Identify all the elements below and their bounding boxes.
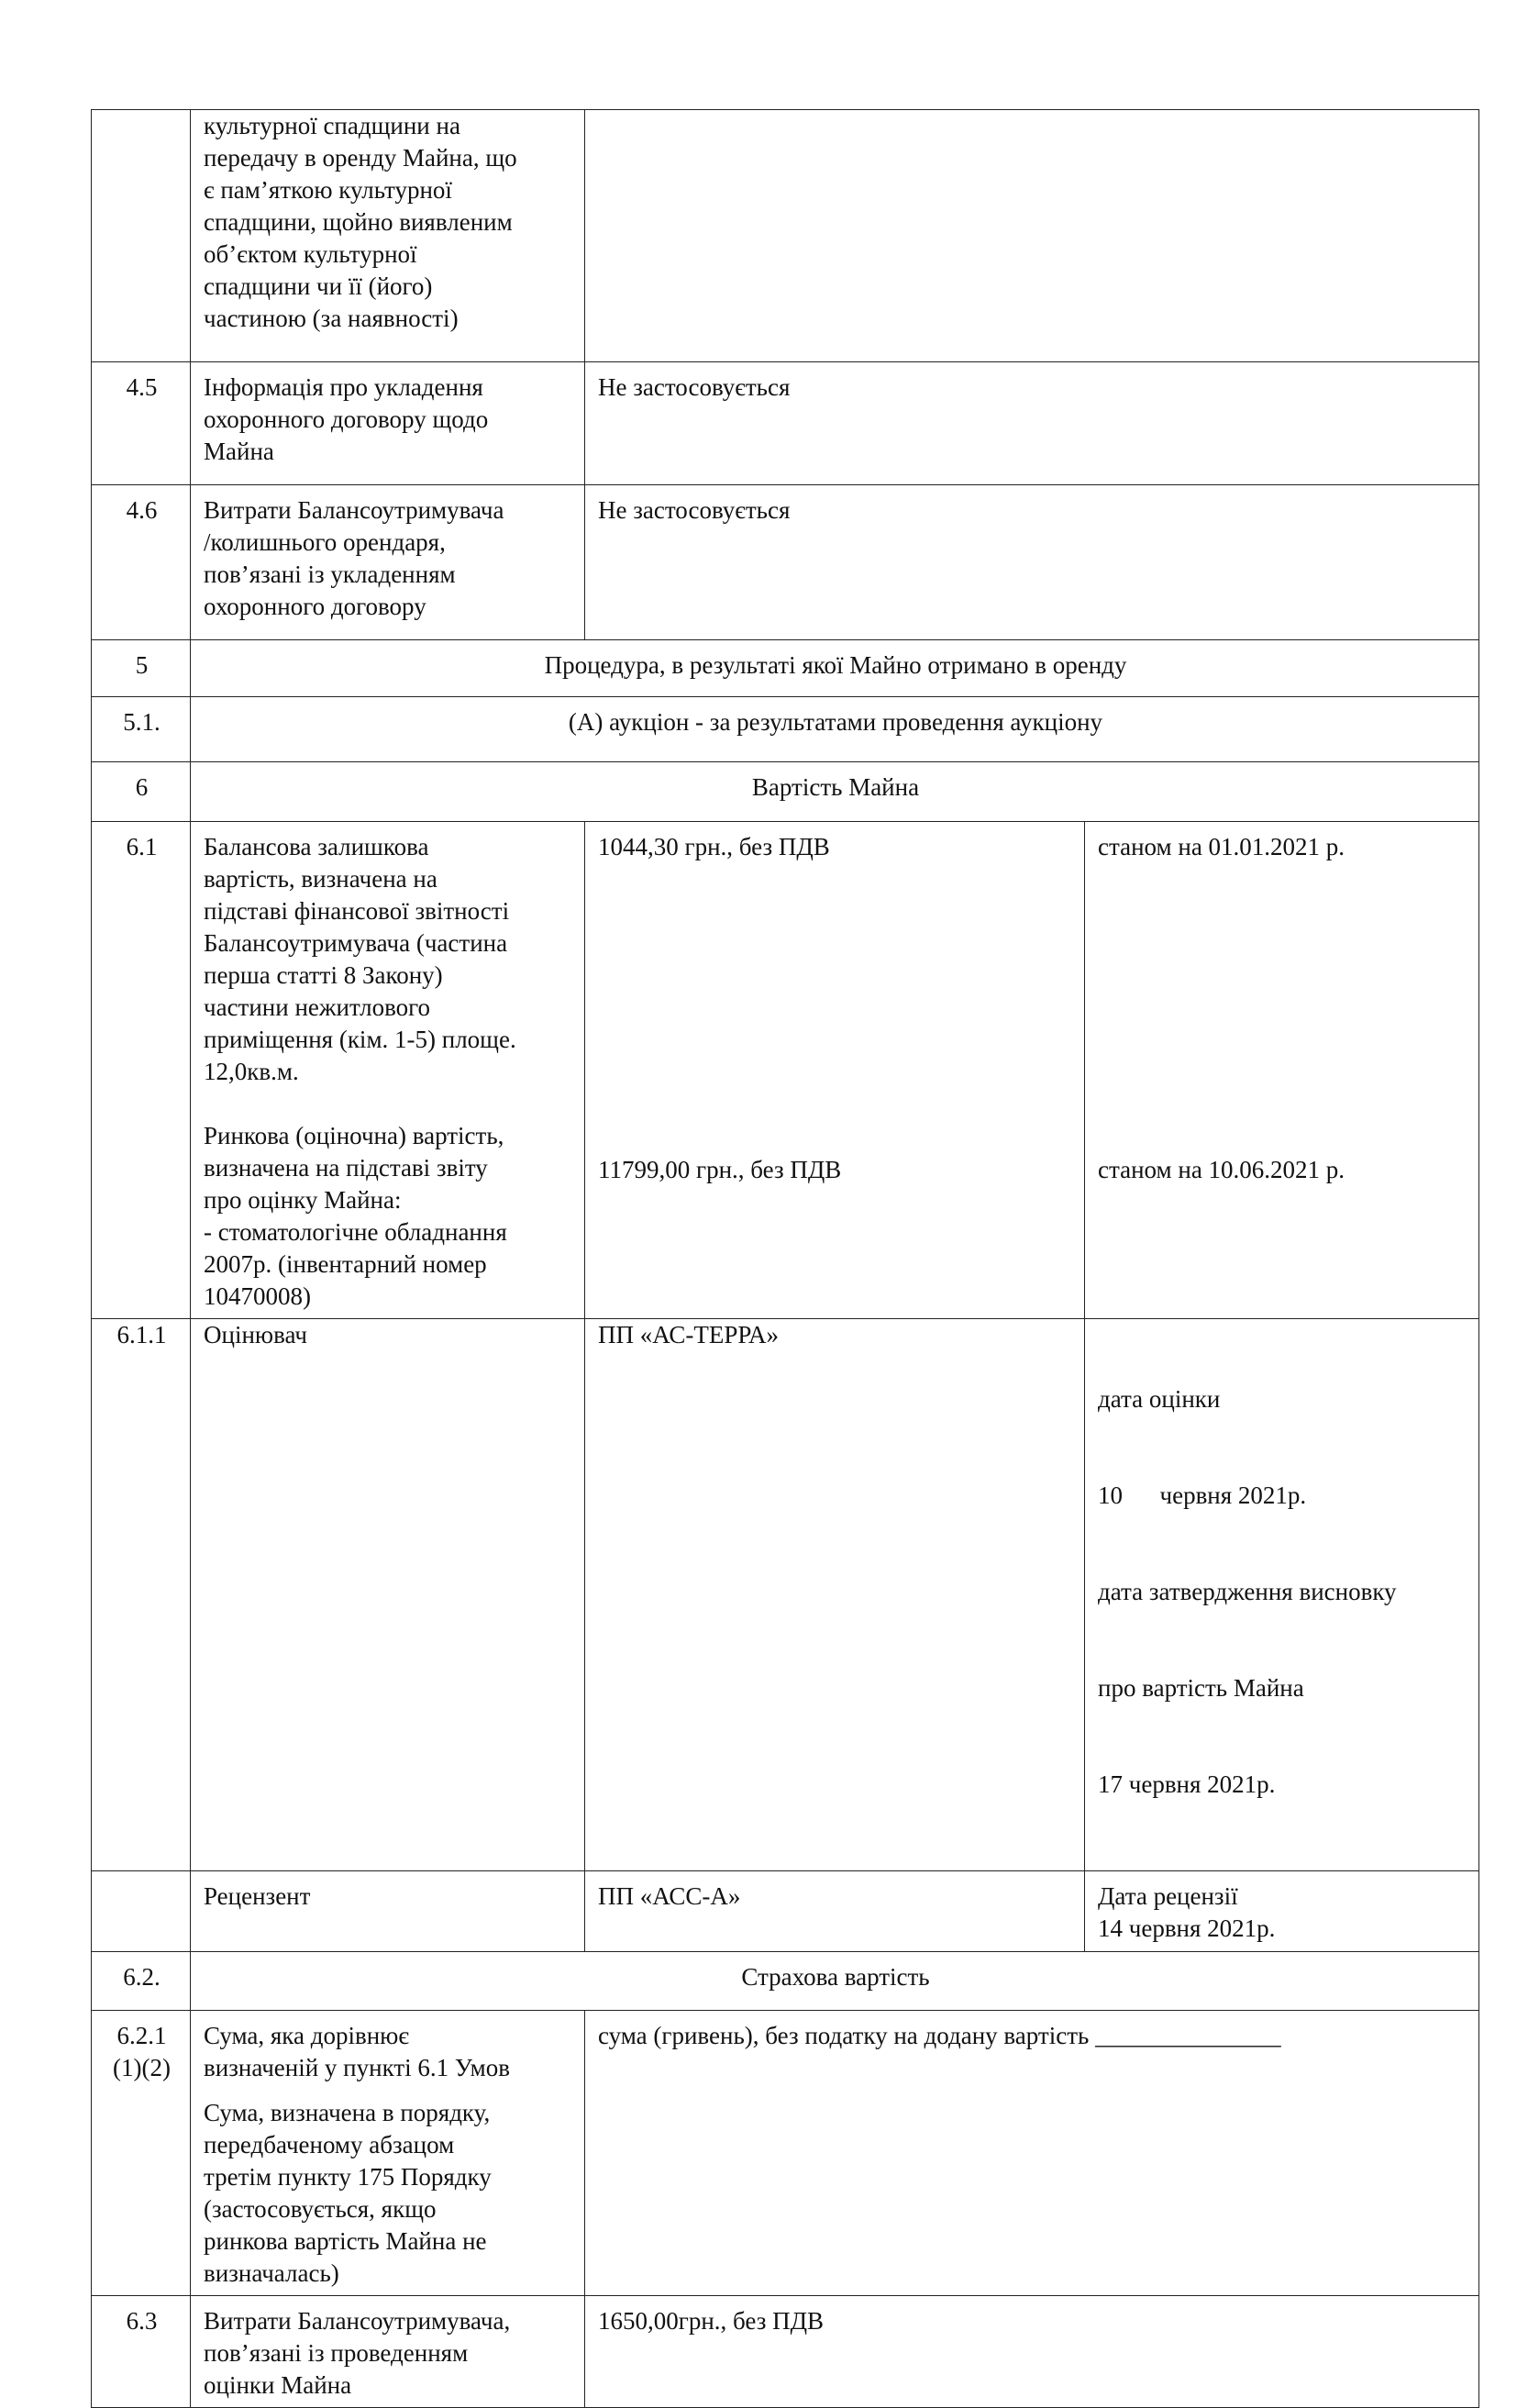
label-line: Балансова залишкова: [204, 833, 429, 860]
label-line: Майна: [204, 438, 274, 465]
balance-date: станом на 01.01.2021 р.: [1098, 833, 1345, 860]
row-number: [92, 110, 191, 362]
row-value: Не застосовується: [585, 362, 1479, 485]
spacer: [204, 1088, 573, 1120]
label-line: частини нежитлового: [204, 993, 431, 1021]
label-line: третім пункту 175 Порядку: [204, 2163, 492, 2191]
market-date: станом на 10.06.2021 р.: [1098, 1156, 1345, 1183]
row-value: ПП «АС-ТЕРРА»: [585, 1319, 1085, 1871]
date-line: 14 червня 2021р.: [1098, 1914, 1276, 1942]
label-line: Сума, визначена в порядку,: [204, 2099, 491, 2126]
row-date: [1085, 1319, 1479, 1871]
balance-value: 1044,30 грн., без ПДВ: [598, 833, 830, 860]
date-line: Дата рецензії: [1098, 1882, 1238, 1910]
label-line: - стоматологічне обладнання: [204, 1218, 507, 1246]
row-number: 6: [92, 762, 191, 822]
number-line: 6.2.1: [116, 2022, 167, 2049]
label-line: визначена на підставі звіту: [204, 1154, 488, 1182]
label-line: /колишнього орендаря,: [204, 528, 446, 556]
table-row-5-1: [92, 697, 1479, 762]
label-line: приміщення (кім. 1-5) площе.: [204, 1026, 516, 1053]
label-line: Витрати Балансоутримувача: [204, 496, 504, 524]
row-label: [191, 2011, 585, 2296]
label-line: визначеній у пункті 6.1 Умов: [204, 2054, 510, 2081]
document-page: [91, 109, 1478, 2408]
row-label: [191, 485, 585, 640]
row-number: 4.6: [92, 485, 191, 640]
date-line: про вартість Майна: [1098, 1674, 1304, 1702]
label-line: 2007р. (інвентарний номер: [204, 1250, 487, 1278]
label-line: пов’язані із проведенням: [204, 2339, 469, 2367]
row-date: [1085, 822, 1479, 1319]
table-row-reviewer: [92, 1871, 1479, 1952]
label-line: (застосовується, якщо: [204, 2195, 437, 2223]
date-line: дата затвердження висновку: [1098, 1578, 1397, 1605]
label-line: пов’язані із укладенням: [204, 560, 456, 588]
table-row-4-6: [92, 485, 1479, 640]
label-line: спадщини чи її (його): [204, 272, 433, 300]
table-row-continuation: [92, 110, 1479, 362]
table-row-6-1: [92, 822, 1479, 1319]
label-line: передачу в оренду Майна, що: [204, 144, 517, 172]
label-line: оцінки Майна: [204, 2371, 352, 2399]
label-line: є пам’яткою культурної: [204, 176, 452, 204]
row-number: 5.1.: [92, 697, 191, 762]
label-line: перша статті 8 Закону): [204, 961, 443, 989]
row-value: ПП «АСС-А»: [585, 1871, 1085, 1952]
date-line: 10 червня 2021р.: [1098, 1481, 1307, 1509]
table-row-5: [92, 640, 1479, 697]
label-line: 10470008): [204, 1282, 311, 1310]
row-number: 6.3: [92, 2296, 191, 2408]
row-number: [92, 1871, 191, 1952]
label-line: вартість, визначена на: [204, 865, 437, 893]
property-conditions-table: [91, 109, 1479, 2408]
row-label: Рецензент: [191, 1871, 585, 1952]
number-line: (1)(2): [113, 2054, 171, 2081]
date-line: дата оцінки: [1098, 1385, 1221, 1413]
section-heading: Вартість Майна: [191, 762, 1479, 822]
section-heading: Процедура, в результаті якої Майно отримано в оренду: [191, 640, 1479, 697]
section-heading: Страхова вартість: [191, 1952, 1479, 2011]
label-line: Інформація про укладення: [204, 373, 483, 401]
label-line: спадщини, щойно виявленим: [204, 208, 513, 236]
label-line: Ринкова (оціночна) вартість,: [204, 1122, 504, 1149]
table-row-6-3: [92, 2296, 1479, 2408]
row-label: [191, 362, 585, 485]
label-line: ринкова вартість Майна не: [204, 2227, 487, 2255]
label-line: передбаченому абзацом: [204, 2131, 455, 2158]
label-line: об’єктом культурної: [204, 240, 417, 268]
label-line: культурної спадщини на: [204, 112, 460, 139]
row-number: 4.5: [92, 362, 191, 485]
row-number: 6.2.: [92, 1952, 191, 2011]
row-label: Оцінювач: [191, 1319, 585, 1871]
label-line: 12,0кв.м.: [204, 1058, 299, 1085]
table-row-6-2: [92, 1952, 1479, 2011]
row-value: [585, 822, 1085, 1319]
row-label: [191, 2296, 585, 2408]
label-line: підставі фінансової звітності: [204, 897, 510, 925]
market-value: 11799,00 грн., без ПДВ: [598, 1156, 842, 1183]
row-number: 6.1: [92, 822, 191, 1319]
table-row-6-2-1: [92, 2011, 1479, 2296]
label-line: Витрати Балансоутримувача,: [204, 2307, 511, 2335]
row-label: [191, 822, 585, 1319]
table-row-6-1-1: [92, 1319, 1479, 1871]
row-number: [92, 2011, 191, 2296]
label-line: охоронного договору щодо: [204, 405, 489, 433]
row-date: [1085, 1871, 1479, 1952]
row-number: 5: [92, 640, 191, 697]
row-value: [585, 110, 1479, 362]
label-line: Балансоутримувача (частина: [204, 929, 508, 957]
row-value: Не застосовується: [585, 485, 1479, 640]
label-line: частиною (за наявності): [204, 305, 459, 332]
section-heading: (А) аукціон - за результатами проведення аукціону: [191, 697, 1479, 762]
label-line: визначалась): [204, 2259, 339, 2287]
spacer: [204, 2084, 573, 2097]
row-number: 6.1.1: [92, 1319, 191, 1871]
label-line: охоронного договору: [204, 593, 426, 620]
row-value: сума (гривень), без податку на додану вартість _______________: [585, 2011, 1479, 2296]
date-line: 17 червня 2021р.: [1098, 1770, 1276, 1798]
table-row-4-5: [92, 362, 1479, 485]
label-line: про оцінку Майна:: [204, 1186, 402, 1214]
row-value: 1650,00грн., без ПДВ: [585, 2296, 1479, 2408]
row-label: [191, 110, 585, 362]
label-line: Сума, яка дорівнює: [204, 2022, 409, 2049]
table-row-6: [92, 762, 1479, 822]
